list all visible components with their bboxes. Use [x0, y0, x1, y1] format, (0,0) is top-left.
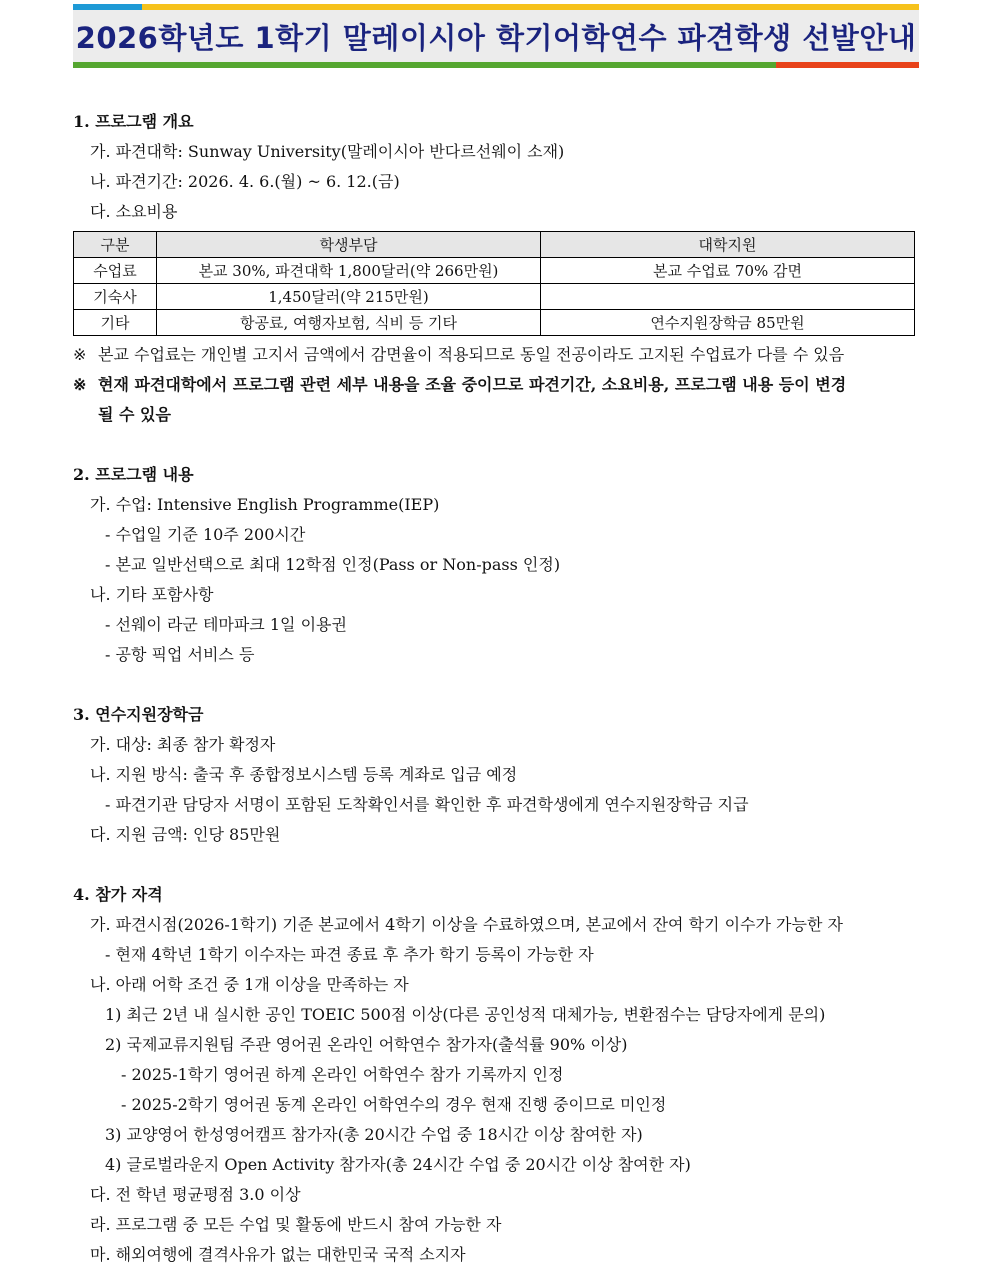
table-cell [541, 284, 915, 310]
s1-item-c: 다. 소요비용 [90, 202, 178, 221]
cost-table [73, 231, 915, 336]
s4-item-b: 나. 아래 어학 조건 중 1개 이상을 만족하는 자 [90, 975, 409, 994]
table-header-cell: 대학지원 [541, 232, 915, 258]
table-cell: 본교 수업료 70% 감면 [541, 258, 915, 284]
table-cell: 항공료, 여행자보험, 식비 등 기타 [157, 310, 541, 336]
s4-item-b4: 4) 글로벌라운지 Open Activity 참가자(총 24시간 수업 중 20시간 이상 참여한 자) [105, 1155, 691, 1174]
s4-item-b3: 3) 교양영어 한성영어캠프 참가자(총 20시간 수업 중 18시간 이상 참여한 자) [105, 1125, 643, 1144]
page-title: 2026학년도 1학기 말레이시아 학기어학연수 파견학생 선발안내 [75, 20, 917, 55]
s4-item-d: 라. 프로그램 중 모든 수업 및 활동에 반드시 참여 가능한 자 [90, 1215, 502, 1234]
s3-item-b: 나. 지원 방식: 출국 후 종합정보시스템 등록 계좌로 입금 예정 [90, 765, 518, 784]
s1-item-b: 나. 파견기간: 2026. 4. 6.(월) ~ 6. 12.(금) [90, 172, 400, 191]
s3-item-c: 다. 지원 금액: 인당 85만원 [90, 825, 281, 844]
section-2-heading: 2. 프로그램 내용 [73, 465, 194, 484]
table-row [74, 310, 915, 336]
table-row [74, 284, 915, 310]
bar-green-segment [73, 62, 776, 68]
note-1-text: 본교 수업료는 개인별 고지서 금액에서 감면율이 적용되므로 동일 전공이라도 고지된 수업료가 다를 수 있음 [98, 345, 845, 364]
table-cell: 연수지원장학금 85만원 [541, 310, 915, 336]
s4-item-b2b: - 2025-2학기 영어권 동계 온라인 어학연수의 경우 현재 진행 중이므로 미인정 [121, 1095, 667, 1114]
bar-red-segment [776, 62, 919, 68]
s1-item-a: 가. 파견대학: Sunway University(말레이시아 반다르선웨이 소재) [90, 142, 565, 161]
table-header-row [74, 232, 915, 258]
s4-item-e: 마. 해외여행에 결격사유가 없는 대한민국 국적 소지자 [90, 1245, 466, 1264]
s3-item-b1: - 파견기관 담당자 서명이 포함된 도착확인서를 확인한 후 파견학생에게 연수지원장학금 지급 [105, 795, 749, 814]
table-cell: 1,450달러(약 215만원) [157, 284, 541, 310]
table-header-cell: 구분 [74, 232, 157, 258]
s4-item-a: 가. 파견시점(2026-1학기) 기준 본교에서 4학기 이상을 수료하였으며, 본교에서 잔여 학기 이수가 가능한 자 [90, 915, 843, 934]
table-cell: 기타 [74, 310, 157, 336]
s2-item-a: 가. 수업: Intensive English Programme(IEP) [90, 495, 440, 514]
note-2-continued: 될 수 있음 [98, 405, 171, 424]
s4-item-b2: 2) 국제교류지원팀 주관 영어권 온라인 어학연수 참가자(출석률 90% 이상) [105, 1035, 628, 1054]
s2-item-a2: - 본교 일반선택으로 최대 12학점 인정(Pass or Non-pass 인정) [105, 555, 561, 574]
title-box [73, 10, 919, 62]
note-2 [73, 370, 923, 400]
s2-item-b: 나. 기타 포함사항 [90, 585, 214, 604]
table-cell: 본교 30%, 파견대학 1,800달러(약 266만원) [157, 258, 541, 284]
note-1 [73, 340, 923, 370]
section-1-heading: 1. 프로그램 개요 [73, 112, 194, 131]
note-mark: ※ [73, 345, 87, 364]
s4-item-c: 다. 전 학년 평균평점 3.0 이상 [90, 1185, 301, 1204]
s4-item-a1: - 현재 4학년 1학기 이수자는 파견 종료 후 추가 학기 등록이 가능한 자 [105, 945, 594, 964]
s2-item-a1: - 수업일 기준 10주 200시간 [105, 525, 306, 544]
table-cell: 기숙사 [74, 284, 157, 310]
document-body [73, 107, 923, 1270]
s2-item-b1: - 선웨이 라군 테마파크 1일 이용권 [105, 615, 347, 634]
title-bottom-bar [73, 62, 919, 68]
table-row [74, 258, 915, 284]
section-4-heading: 4. 참가 자격 [73, 885, 163, 904]
table-cell: 수업료 [74, 258, 157, 284]
table-header-cell: 학생부담 [157, 232, 541, 258]
note-mark: ※ [73, 375, 87, 394]
s3-item-a: 가. 대상: 최종 참가 확정자 [90, 735, 276, 754]
section-3-heading: 3. 연수지원장학금 [73, 705, 204, 724]
s2-item-b2: - 공항 픽업 서비스 등 [105, 645, 255, 664]
s4-item-b1: 1) 최근 2년 내 실시한 공인 TOEIC 500점 이상(다른 공인성적 대체가능, 변환점수는 담당자에게 문의) [105, 1005, 826, 1024]
s4-item-b2a: - 2025-1학기 영어권 하계 온라인 어학연수 참가 기록까지 인정 [121, 1065, 564, 1084]
note-2-text: 현재 파견대학에서 프로그램 관련 세부 내용을 조율 중이므로 파견기간, 소요비용, 프로그램 내용 등이 변경 [98, 375, 847, 394]
title-banner [73, 4, 919, 68]
